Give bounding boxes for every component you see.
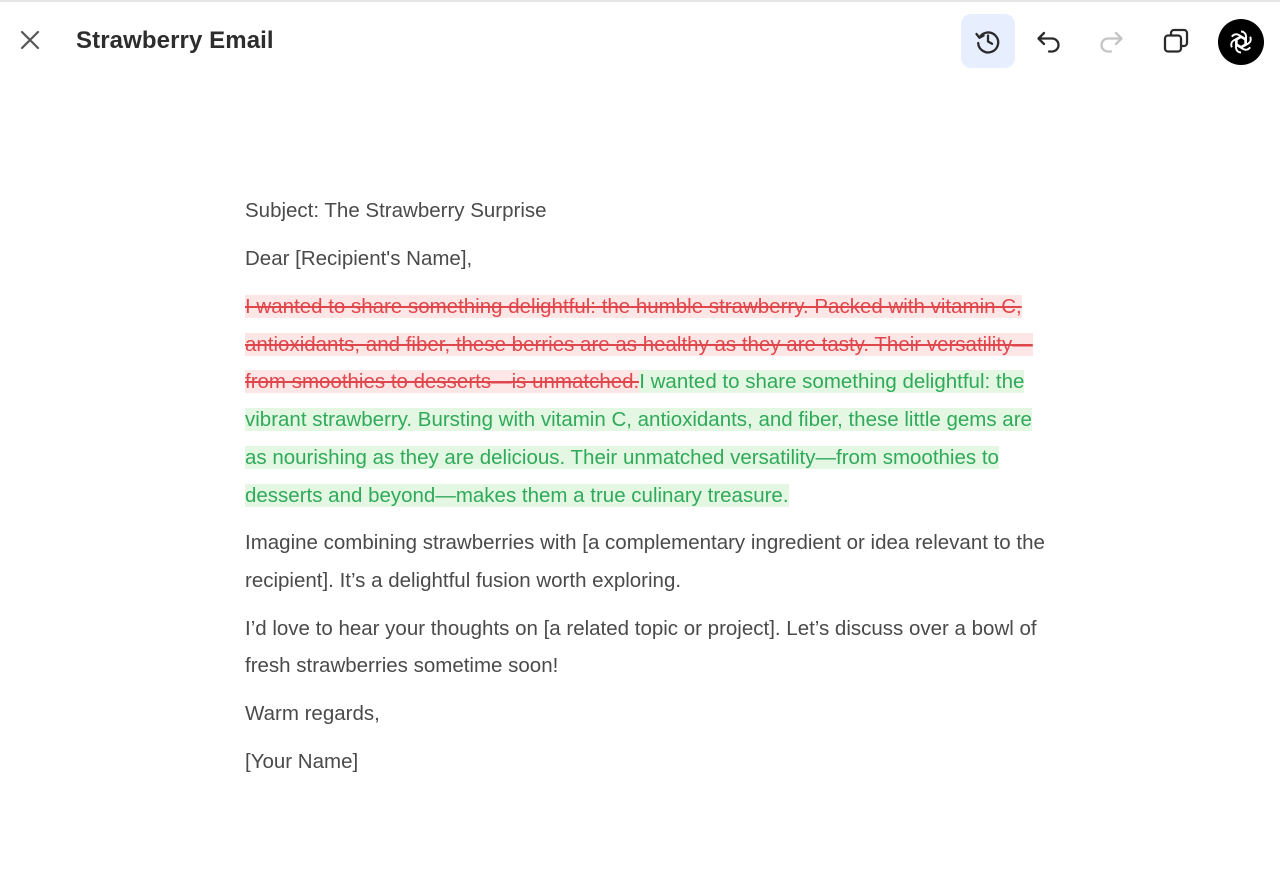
email-closing: Warm regards,	[245, 702, 380, 726]
history-icon	[973, 26, 1003, 56]
version-history-button[interactable]	[961, 14, 1015, 68]
redo-icon	[1096, 26, 1126, 56]
body-paragraph-2: Imagine combining strawberries with [a complementary ingredient or idea relevant to the recipient]. It’s a delightful fusion worth exploring.	[245, 531, 1045, 592]
body-paragraph-3: I’d love to hear your thoughts on [a related topic or project]. Let’s discuss over a bowl of fresh strawberries sometime soon!	[245, 616, 1037, 678]
copy-icon	[1161, 26, 1191, 56]
copy-button[interactable]	[1149, 14, 1203, 68]
deleted-text: I wanted to share something delightful: the humble strawberry. Packed with vitamin C, antioxidants, and fiber, these berries are as healthy as they are tasty. Their versatility—from smoothies to desserts—is unmatched.	[245, 295, 1033, 394]
close-icon	[19, 29, 41, 51]
undo-icon	[1034, 26, 1064, 56]
header-bar	[0, 2, 1280, 82]
redo-button[interactable]	[1084, 14, 1138, 68]
inserted-text: I wanted to share something delightful: the vibrant strawberry. Bursting with vitamin C, antioxidants, and fiber, these little gems are as nourishing as they are delicious. Their unmatched versatility—from smoothies to desserts and beyond—makes them a true culinary treasure.	[245, 370, 1032, 507]
email-greeting: Dear [Recipient's Name],	[245, 247, 473, 270]
document-body[interactable]	[245, 192, 1045, 791]
email-subject: Subject: The Strawberry Surprise	[245, 199, 547, 222]
undo-button[interactable]	[1022, 14, 1076, 68]
edited-paragraph	[245, 288, 1045, 514]
document-title: Strawberry Email	[76, 27, 274, 54]
avatar[interactable]	[1218, 19, 1264, 65]
email-signature: [Your Name]	[245, 750, 359, 774]
openai-logo-icon	[1226, 27, 1256, 57]
close-button[interactable]	[14, 24, 46, 56]
